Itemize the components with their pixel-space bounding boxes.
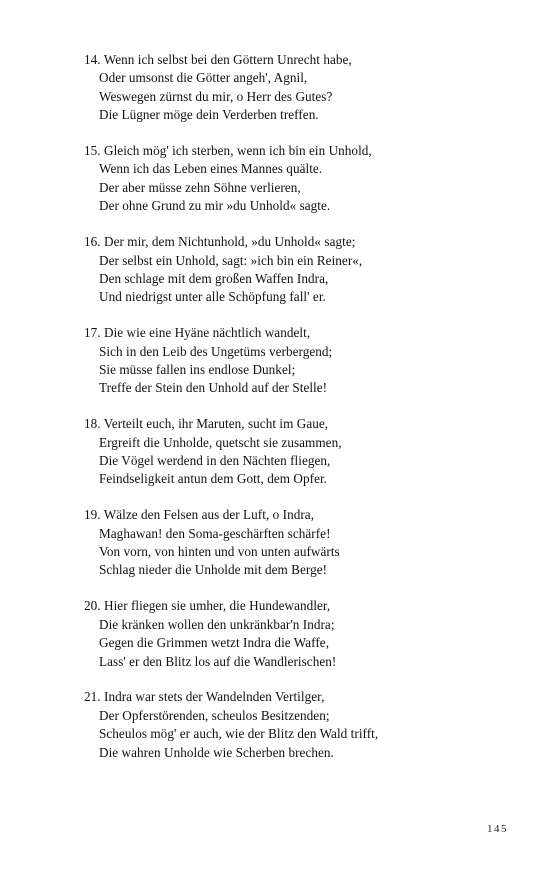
verse-text: Wenn ich selbst bei den Göttern Unrecht habe, xyxy=(103,52,352,67)
stanza-first-line xyxy=(84,324,524,342)
stanza-line: Den schlage mit dem großen Waffen Indra, xyxy=(99,270,329,286)
stanza-first-line xyxy=(84,142,524,160)
stanza xyxy=(84,324,524,398)
stanza-line: Der Opferstörenden, scheulos Besitzenden; xyxy=(99,707,330,723)
verse-text: Der mir, dem Nichtunhold, »du Unhold« sagte; xyxy=(104,234,356,250)
stanza-line: Feindseligkeit antun dem Gott, dem Opfer. xyxy=(99,471,328,487)
stanza-line: Die Vögel werdend in den Nächten fliegen, xyxy=(99,453,331,469)
stanza-line: Ergreift die Unholde, quetscht sie zusammen, xyxy=(99,434,342,450)
page-number: 145 xyxy=(487,823,508,835)
stanza-line: Der selbst ein Unhold, sagt: »ich bin ein Reiner«, xyxy=(99,252,363,268)
verse-text: Wälze den Felsen aus der Luft, o Indra, xyxy=(103,507,315,523)
stanza-line: Oder umsonst die Götter angeh', Agnil, xyxy=(99,70,308,86)
stanza-line: Weswegen zürnst du mir, o Herr des Gutes? xyxy=(99,88,333,104)
stanza-line: Die wahren Unholde wie Scherben brechen. xyxy=(99,744,334,760)
verse-text: Gleich mög' ich sterben, wenn ich bin ein Unhold, xyxy=(104,143,372,159)
poem-body xyxy=(84,51,524,780)
stanza-first-line xyxy=(84,233,524,251)
stanza-line: Treffe der Stein den Unhold auf der Stelle! xyxy=(99,380,328,396)
stanza-line: Die kränken wollen den unkränkbar'n Indra; xyxy=(99,616,335,632)
stanza-line: Der ohne Grund zu mir »du Unhold« sagte. xyxy=(99,198,331,214)
verse-text: Hier fliegen sie umher, die Hundewandler, xyxy=(104,598,331,614)
stanza-number: 14. xyxy=(84,52,101,67)
stanza xyxy=(84,142,524,216)
stanza-first-line xyxy=(84,51,524,69)
stanza-first-line xyxy=(84,506,524,524)
stanza-number: 21. xyxy=(84,689,101,705)
stanza xyxy=(84,506,524,580)
stanza-line: Maghawan! den Soma-geschärften schärfe! xyxy=(99,525,331,541)
stanza-line: Die Lügner möge dein Verderben treffen. xyxy=(99,107,319,123)
stanza-line: Scheulos mög' er auch, wie der Blitz den Wald trifft, xyxy=(99,726,379,742)
stanza xyxy=(84,51,524,125)
stanza-number: 18. xyxy=(84,416,101,432)
stanza-line: Sich in den Leib des Ungetüms verbergend; xyxy=(99,343,333,359)
stanza-number: 16. xyxy=(84,234,101,250)
stanza-line: Und niedrigst unter alle Schöpfung fall' er. xyxy=(99,289,326,305)
stanza-number: 19. xyxy=(84,507,101,523)
stanza-line: Von vorn, von hinten und von unten aufwärts xyxy=(99,544,340,560)
verse-text: Verteilt euch, ihr Maruten, sucht im Gaue, xyxy=(103,416,329,432)
stanza-line: Der aber müsse zehn Söhne verlieren, xyxy=(99,179,301,195)
stanza-first-line xyxy=(84,415,524,433)
stanza xyxy=(84,415,524,489)
stanza xyxy=(84,233,524,307)
verse-text: Die wie eine Hyäne nächtlich wandelt, xyxy=(104,325,311,341)
stanza-number: 17. xyxy=(84,325,101,341)
stanza-number: 15. xyxy=(84,143,101,159)
stanza-line: Schlag nieder die Unholde mit dem Berge! xyxy=(99,562,328,578)
stanza-number: 20. xyxy=(84,598,101,614)
stanza-line: Gegen die Grimmen wetzt Indra die Waffe, xyxy=(99,635,330,651)
stanza-first-line xyxy=(84,597,524,615)
stanza-line: Sie müsse fallen ins endlose Dunkel; xyxy=(99,361,296,377)
stanza-first-line xyxy=(84,688,524,706)
verse-text: Indra war stets der Wandelnden Vertilger, xyxy=(104,689,325,705)
stanza xyxy=(84,688,524,762)
stanza-line: Lass' er den Blitz los auf die Wandlerischen! xyxy=(99,653,337,669)
stanza-line: Wenn ich das Leben eines Mannes quälte. xyxy=(99,161,323,177)
stanza xyxy=(84,597,524,671)
